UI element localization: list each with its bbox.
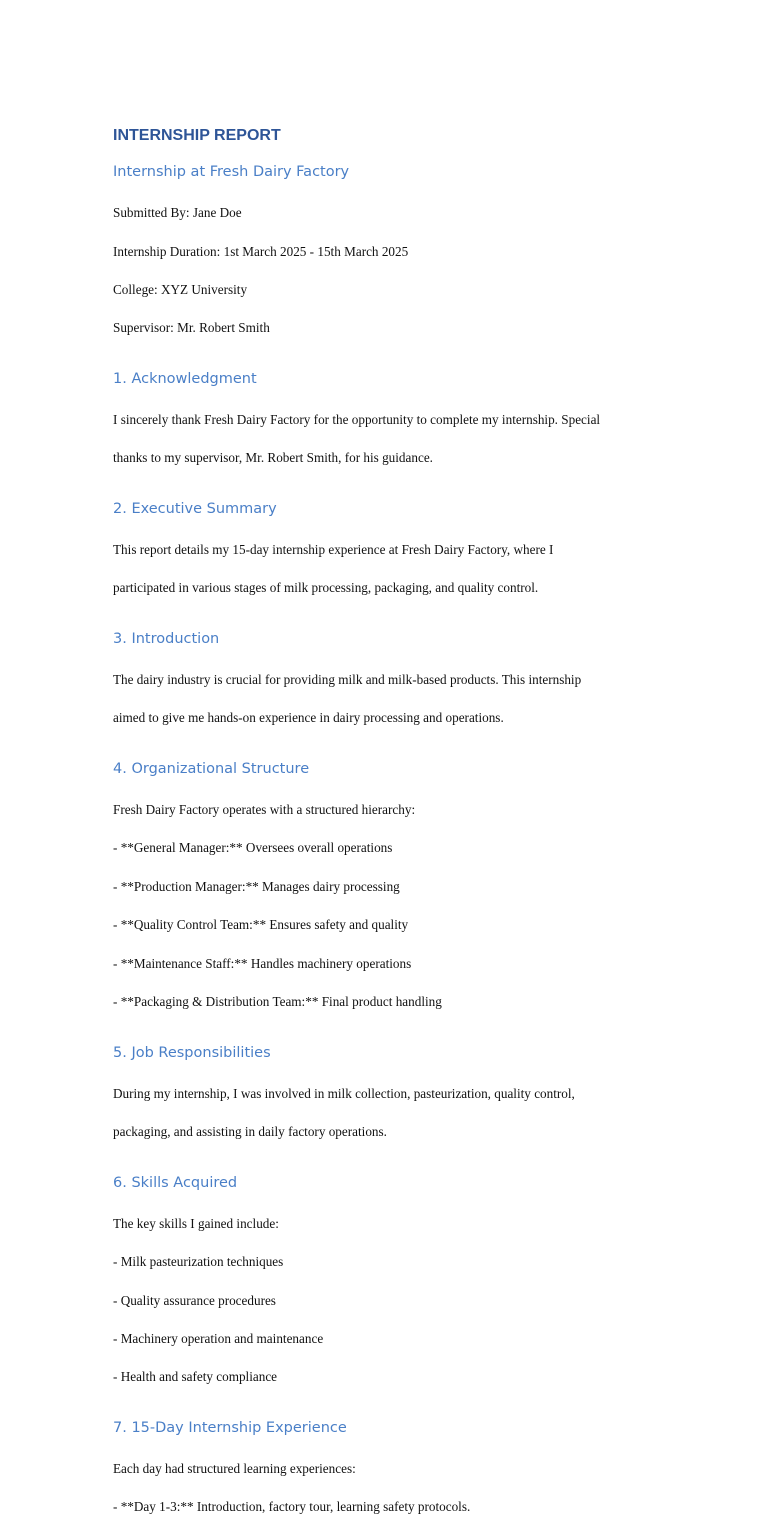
section-body <box>113 391 673 487</box>
body-line: This report details my 15-day internship experience at Fresh Dairy Factory, where I <box>113 542 554 558</box>
list-item: - **Maintenance Staff:** Handles machinery operations <box>113 955 412 971</box>
list-item: - **Packaging & Distribution Team:** Final product handling <box>113 994 442 1010</box>
body-line: The dairy industry is crucial for providing milk and milk-based products. This internship <box>113 672 582 688</box>
body-line: packaging, and assisting in daily factory operations. <box>113 1124 387 1140</box>
section-skills-acquired <box>113 1171 673 1406</box>
section-heading: 4. Organizational Structure <box>113 760 310 777</box>
section-organizational-structure <box>113 757 673 1031</box>
body-line: participated in various stages of milk processing, packaging, and quality control. <box>113 580 539 596</box>
section-acknowledgment <box>113 367 673 487</box>
list-item: - Machinery operation and maintenance <box>113 1330 324 1346</box>
body-line: The key skills I gained include: <box>113 1215 279 1231</box>
supervisor-line: Supervisor: Mr. Robert Smith <box>113 320 270 336</box>
list-item: - **Production Manager:** Manages dairy processing <box>113 878 400 894</box>
section-body <box>113 781 673 1031</box>
section-body <box>113 1065 673 1161</box>
section-heading: 3. Introduction <box>113 630 220 647</box>
report-title: INTERNSHIP REPORT <box>113 127 281 144</box>
section-body <box>113 521 673 617</box>
list-item: - Milk pasteurization techniques <box>113 1254 284 1270</box>
college-line: College: XYZ University <box>113 282 248 298</box>
list-item: - Health and safety compliance <box>113 1369 278 1385</box>
header-body <box>113 184 673 357</box>
section-heading: 1. Acknowledgment <box>113 370 257 387</box>
section-job-responsibilities <box>113 1041 673 1161</box>
header-heading: Internship at Fresh Dairy Factory <box>113 164 350 180</box>
body-line: During my internship, I was involved in milk collection, pasteurization, quality control, <box>113 1085 575 1101</box>
section-body <box>113 1195 673 1406</box>
submitted-by-line: Submitted By: Jane Doe <box>113 205 242 221</box>
body-line: Fresh Dairy Factory operates with a structured hierarchy: <box>113 802 416 818</box>
body-line: aimed to give me hands-on experience in dairy processing and operations. <box>113 710 504 726</box>
section-body <box>113 651 673 747</box>
list-item: - **Day 1-3:** Introduction, factory tour, learning safety protocols. <box>113 1499 471 1515</box>
section-heading: 2. Executive Summary <box>113 500 277 517</box>
report-page <box>113 124 673 1536</box>
section-internship-experience <box>113 1416 673 1536</box>
duration-line: Internship Duration: 1st March 2025 - 15th March 2025 <box>113 243 409 259</box>
section-heading: 7. 15-Day Internship Experience <box>113 1419 347 1436</box>
list-item: - **Quality Control Team:** Ensures safety and quality <box>113 917 409 933</box>
list-item: - Quality assurance procedures <box>113 1292 276 1308</box>
body-line: Each day had structured learning experiences: <box>113 1460 356 1476</box>
list-item: - **General Manager:** Oversees overall operations <box>113 840 393 856</box>
header-section <box>113 160 673 357</box>
section-introduction <box>113 627 673 747</box>
section-heading: 5. Job Responsibilities <box>113 1044 271 1061</box>
section-body <box>113 1440 673 1536</box>
section-executive-summary <box>113 497 673 617</box>
body-line: I sincerely thank Fresh Dairy Factory for the opportunity to complete my internship. Special <box>113 412 601 428</box>
section-heading: 6. Skills Acquired <box>113 1174 238 1191</box>
body-line: thanks to my supervisor, Mr. Robert Smith, for his guidance. <box>113 450 433 466</box>
